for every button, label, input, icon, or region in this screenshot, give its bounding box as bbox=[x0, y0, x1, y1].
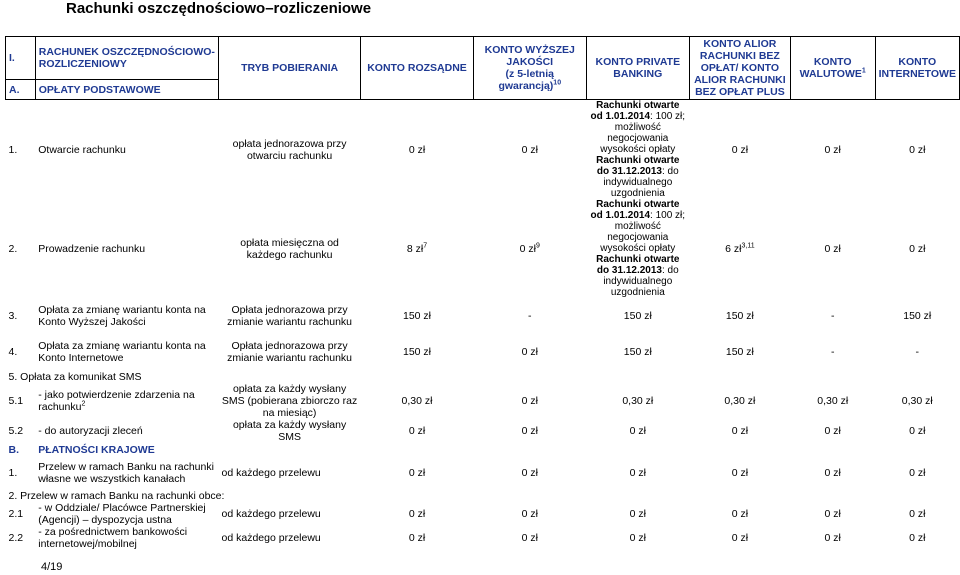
row-label: 2. Przelew w ramach Banku na rachunki obce: bbox=[8, 489, 225, 502]
row-label: - do autoryzacji zleceń bbox=[38, 425, 143, 437]
value-konto-rozsadne: 0 zł bbox=[408, 532, 426, 544]
value-konto-walutowe: 0 zł bbox=[824, 532, 841, 544]
value-private-banking: 0 zł bbox=[629, 425, 646, 437]
table-row bbox=[6, 100, 960, 200]
value-konto-rozsadne: 0 zł bbox=[408, 143, 426, 156]
value-alior-bez-oplat: 150 zł bbox=[725, 346, 754, 358]
value-konto-walutowe: - bbox=[830, 310, 835, 322]
row-mode: opłata miesięczna od każdego rachunku bbox=[240, 236, 339, 261]
note-date: Rachunki otwarte do 31.12.2013 bbox=[596, 155, 680, 177]
row-label: 5. Opłata za komunikat SMS bbox=[8, 370, 142, 383]
section-b-label: PŁATNOŚCI KRAJOWE bbox=[38, 444, 155, 456]
value-konto-wyzszej-jakosci: 0 zł bbox=[521, 143, 538, 156]
value-private-banking: 150 zł bbox=[623, 346, 652, 358]
table-row bbox=[6, 443, 960, 457]
value-konto-wyzszej-jakosci: 0 zł bbox=[521, 425, 538, 437]
value-private-banking: 0 zł bbox=[629, 467, 646, 479]
value-konto-internetowe: 0 zł bbox=[909, 242, 926, 255]
value-alior-bez-oplat: 0 zł bbox=[731, 143, 749, 156]
row-number: 1. bbox=[8, 143, 18, 156]
row-label: Opłata za zmianę wariantu konta na Konto Internetowe bbox=[38, 340, 206, 364]
row-mode: od każdego przelewu bbox=[221, 467, 321, 479]
value-text: 6 zł bbox=[725, 242, 742, 255]
row-mode: Opłata jednorazowa przy zmianie wariantu rachunku bbox=[227, 304, 353, 328]
column-header-mode: TRYB POBIERANIA bbox=[219, 37, 361, 100]
value-konto-internetowe: 0,30 zł bbox=[901, 395, 933, 407]
value-konto-rozsadne: 150 zł bbox=[402, 346, 432, 358]
row-mode: od każdego przelewu bbox=[221, 532, 321, 544]
value-text: 8 zł bbox=[406, 242, 424, 255]
footnote-ref: 1 bbox=[861, 67, 866, 75]
note-text: : do indywidualnego uzgodnienia bbox=[603, 166, 679, 199]
value-konto-walutowe: 0 zł bbox=[824, 508, 841, 520]
value-konto-walutowe: 0 zł bbox=[824, 143, 841, 156]
note-date: Rachunki otwarte od 1.01.2014 bbox=[590, 199, 680, 221]
row-label-text: - jako potwierdzenie zdarzenia na rachunku bbox=[38, 389, 195, 413]
page-title: Rachunki oszczędnościowo–rozliczeniowe bbox=[66, 0, 372, 17]
table-row bbox=[6, 370, 960, 383]
note-text: : do indywidualnego uzgodnienia bbox=[603, 265, 679, 298]
row-number: 5.1 bbox=[8, 395, 24, 407]
value-konto-internetowe: - bbox=[915, 346, 920, 358]
column-header-konto-internetowe: KONTO INTERNETOWE bbox=[875, 37, 959, 100]
table-row bbox=[6, 298, 960, 334]
value-alior-bez-oplat: 0 zł bbox=[731, 508, 749, 520]
section-a-number: A. bbox=[6, 80, 36, 100]
row-number: 2.1 bbox=[8, 508, 24, 520]
value-private-banking: 0,30 zł bbox=[622, 395, 654, 407]
value-alior-bez-oplat: 0 zł bbox=[731, 532, 749, 544]
row-number: 2.2 bbox=[8, 532, 24, 544]
value-konto-wyzszej-jakosci: 0 zł bbox=[521, 532, 538, 544]
value-text: 0 zł bbox=[519, 242, 536, 255]
footnote-ref: 7 bbox=[423, 242, 428, 250]
value-konto-wyzszej-jakosci: 0 zł bbox=[521, 508, 538, 520]
row-label: Prowadzenie rachunku bbox=[38, 242, 146, 255]
column-header-konto-wyzszej-jakosci-name: KONTO WYŻSZEJ JAKOŚCI bbox=[484, 44, 575, 68]
table-row bbox=[6, 457, 960, 489]
value-konto-rozsadne: 0 zł bbox=[408, 467, 426, 479]
row-label: - za pośrednictwem bankowości internetowej/mobilnej bbox=[38, 526, 188, 550]
page-number: 4/19 bbox=[41, 561, 63, 573]
value-private-banking: 150 zł bbox=[623, 310, 652, 322]
value-konto-rozsadne: 150 zł bbox=[402, 310, 432, 322]
row-label: - w Oddziale/ Placówce Partnerskiej (Agencji) – dyspozycja ustna bbox=[38, 502, 206, 526]
footnote-ref: 9 bbox=[535, 242, 540, 250]
row-label: Otwarcie rachunku bbox=[38, 143, 126, 156]
value-konto-walutowe: 0 zł bbox=[824, 425, 841, 437]
value-konto-walutowe: 0 zł bbox=[824, 467, 841, 479]
column-header-gwarancja: (z 5-letnią gwarancją) bbox=[498, 68, 554, 92]
row-number: 1. bbox=[8, 467, 18, 479]
row-mode: Opłata jednorazowa przy zmianie wariantu rachunku bbox=[227, 340, 353, 364]
table-row bbox=[6, 489, 960, 502]
column-header-konto-walutowe-name: KONTO WALUTOWE bbox=[799, 56, 862, 80]
table-row bbox=[6, 526, 960, 550]
row-number: 2. bbox=[8, 242, 18, 255]
table-row bbox=[6, 200, 960, 298]
row-number: 3. bbox=[8, 310, 18, 322]
row-number: 4. bbox=[8, 346, 18, 358]
value-konto-internetowe: 0 zł bbox=[909, 425, 926, 437]
value-konto-internetowe: 150 zł bbox=[903, 310, 932, 322]
row-label: Przelew w ramach Banku na rachunki własne we wszystkich kanałach bbox=[38, 461, 214, 485]
value-konto-rozsadne: 0 zł bbox=[408, 425, 426, 437]
value-konto-wyzszej-jakosci bbox=[473, 200, 586, 298]
value-konto-internetowe: 0 zł bbox=[909, 467, 926, 479]
column-header-konto-walutowe bbox=[790, 37, 875, 100]
table-row bbox=[6, 383, 960, 419]
fee-table bbox=[5, 36, 960, 550]
value-konto-wyzszej-jakosci: - bbox=[528, 310, 532, 322]
value-konto-wyzszej-jakosci: 0 zł bbox=[521, 346, 538, 358]
value-private-banking: 0 zł bbox=[629, 532, 646, 544]
private-banking-fee-note bbox=[586, 100, 689, 299]
column-header-alior-bez-oplat: KONTO ALIOR RACHUNKI BEZ OPŁAT/ KONTO ALIOR RACHUNKI BEZ OPŁAT PLUS bbox=[689, 37, 790, 100]
value-konto-rozsadne bbox=[361, 200, 474, 298]
column-header-private-banking: KONTO PRIVATE BANKING bbox=[586, 37, 689, 100]
table-row bbox=[6, 419, 960, 443]
value-konto-wyzszej-jakosci: 0 zł bbox=[521, 467, 538, 479]
section-i-label: RACHUNEK OSZCZĘDNOŚCIOWO-ROZLICZENIOWY bbox=[35, 37, 218, 80]
value-konto-internetowe: 0 zł bbox=[909, 532, 926, 544]
column-header-konto-wyzszej-jakosci bbox=[473, 37, 586, 100]
table-row bbox=[6, 502, 960, 526]
note-text: : 100 zł; możliwość negocjowania wysokości opłaty bbox=[600, 210, 686, 254]
footnote-ref: 3,11 bbox=[741, 242, 755, 250]
footnote-ref: 10 bbox=[553, 79, 562, 87]
footnote-ref: 2 bbox=[81, 400, 86, 408]
row-mode: od każdego przelewu bbox=[221, 508, 321, 520]
value-konto-wyzszej-jakosci: 0 zł bbox=[521, 395, 538, 407]
value-alior-bez-oplat bbox=[689, 200, 790, 298]
value-alior-bez-oplat: 0 zł bbox=[731, 425, 749, 437]
value-konto-walutowe: - bbox=[830, 346, 835, 358]
value-alior-bez-oplat: 0 zł bbox=[731, 467, 749, 479]
column-header-konto-rozsadne: KONTO ROZSĄDNE bbox=[361, 37, 474, 100]
table-row bbox=[6, 334, 960, 370]
value-konto-internetowe: 0 zł bbox=[909, 143, 926, 156]
section-a-label: OPŁATY PODSTAWOWE bbox=[35, 80, 218, 100]
note-text: : 100 zł; możliwość negocjowania wysokości opłaty bbox=[600, 111, 686, 155]
row-mode: opłata jednorazowa przy otwarciu rachunku bbox=[232, 137, 347, 162]
value-alior-bez-oplat: 150 zł bbox=[725, 310, 754, 322]
value-konto-walutowe: 0,30 zł bbox=[817, 395, 849, 407]
note-date: Rachunki otwarte od 1.01.2014 bbox=[590, 100, 680, 122]
section-b-number: B. bbox=[8, 444, 19, 456]
row-mode: opłata za każdy wysłany SMS (pobierana zbiorczo raz na miesiąc) bbox=[221, 383, 358, 419]
section-i-number: I. bbox=[6, 37, 36, 80]
row-label: Opłata za zmianę wariantu konta na Konto Wyższej Jakości bbox=[38, 304, 206, 328]
note-date: Rachunki otwarte do 31.12.2013 bbox=[596, 254, 680, 276]
value-konto-rozsadne: 0,30 zł bbox=[401, 395, 433, 407]
value-private-banking: 0 zł bbox=[629, 508, 646, 520]
value-konto-walutowe: 0 zł bbox=[824, 242, 841, 255]
row-label bbox=[35, 383, 218, 419]
value-alior-bez-oplat: 0,30 zł bbox=[724, 395, 756, 407]
value-konto-internetowe: 0 zł bbox=[909, 508, 926, 520]
row-mode: opłata za każdy wysłany SMS bbox=[232, 419, 347, 443]
row-number: 5.2 bbox=[8, 425, 24, 437]
value-konto-rozsadne: 0 zł bbox=[408, 508, 426, 520]
